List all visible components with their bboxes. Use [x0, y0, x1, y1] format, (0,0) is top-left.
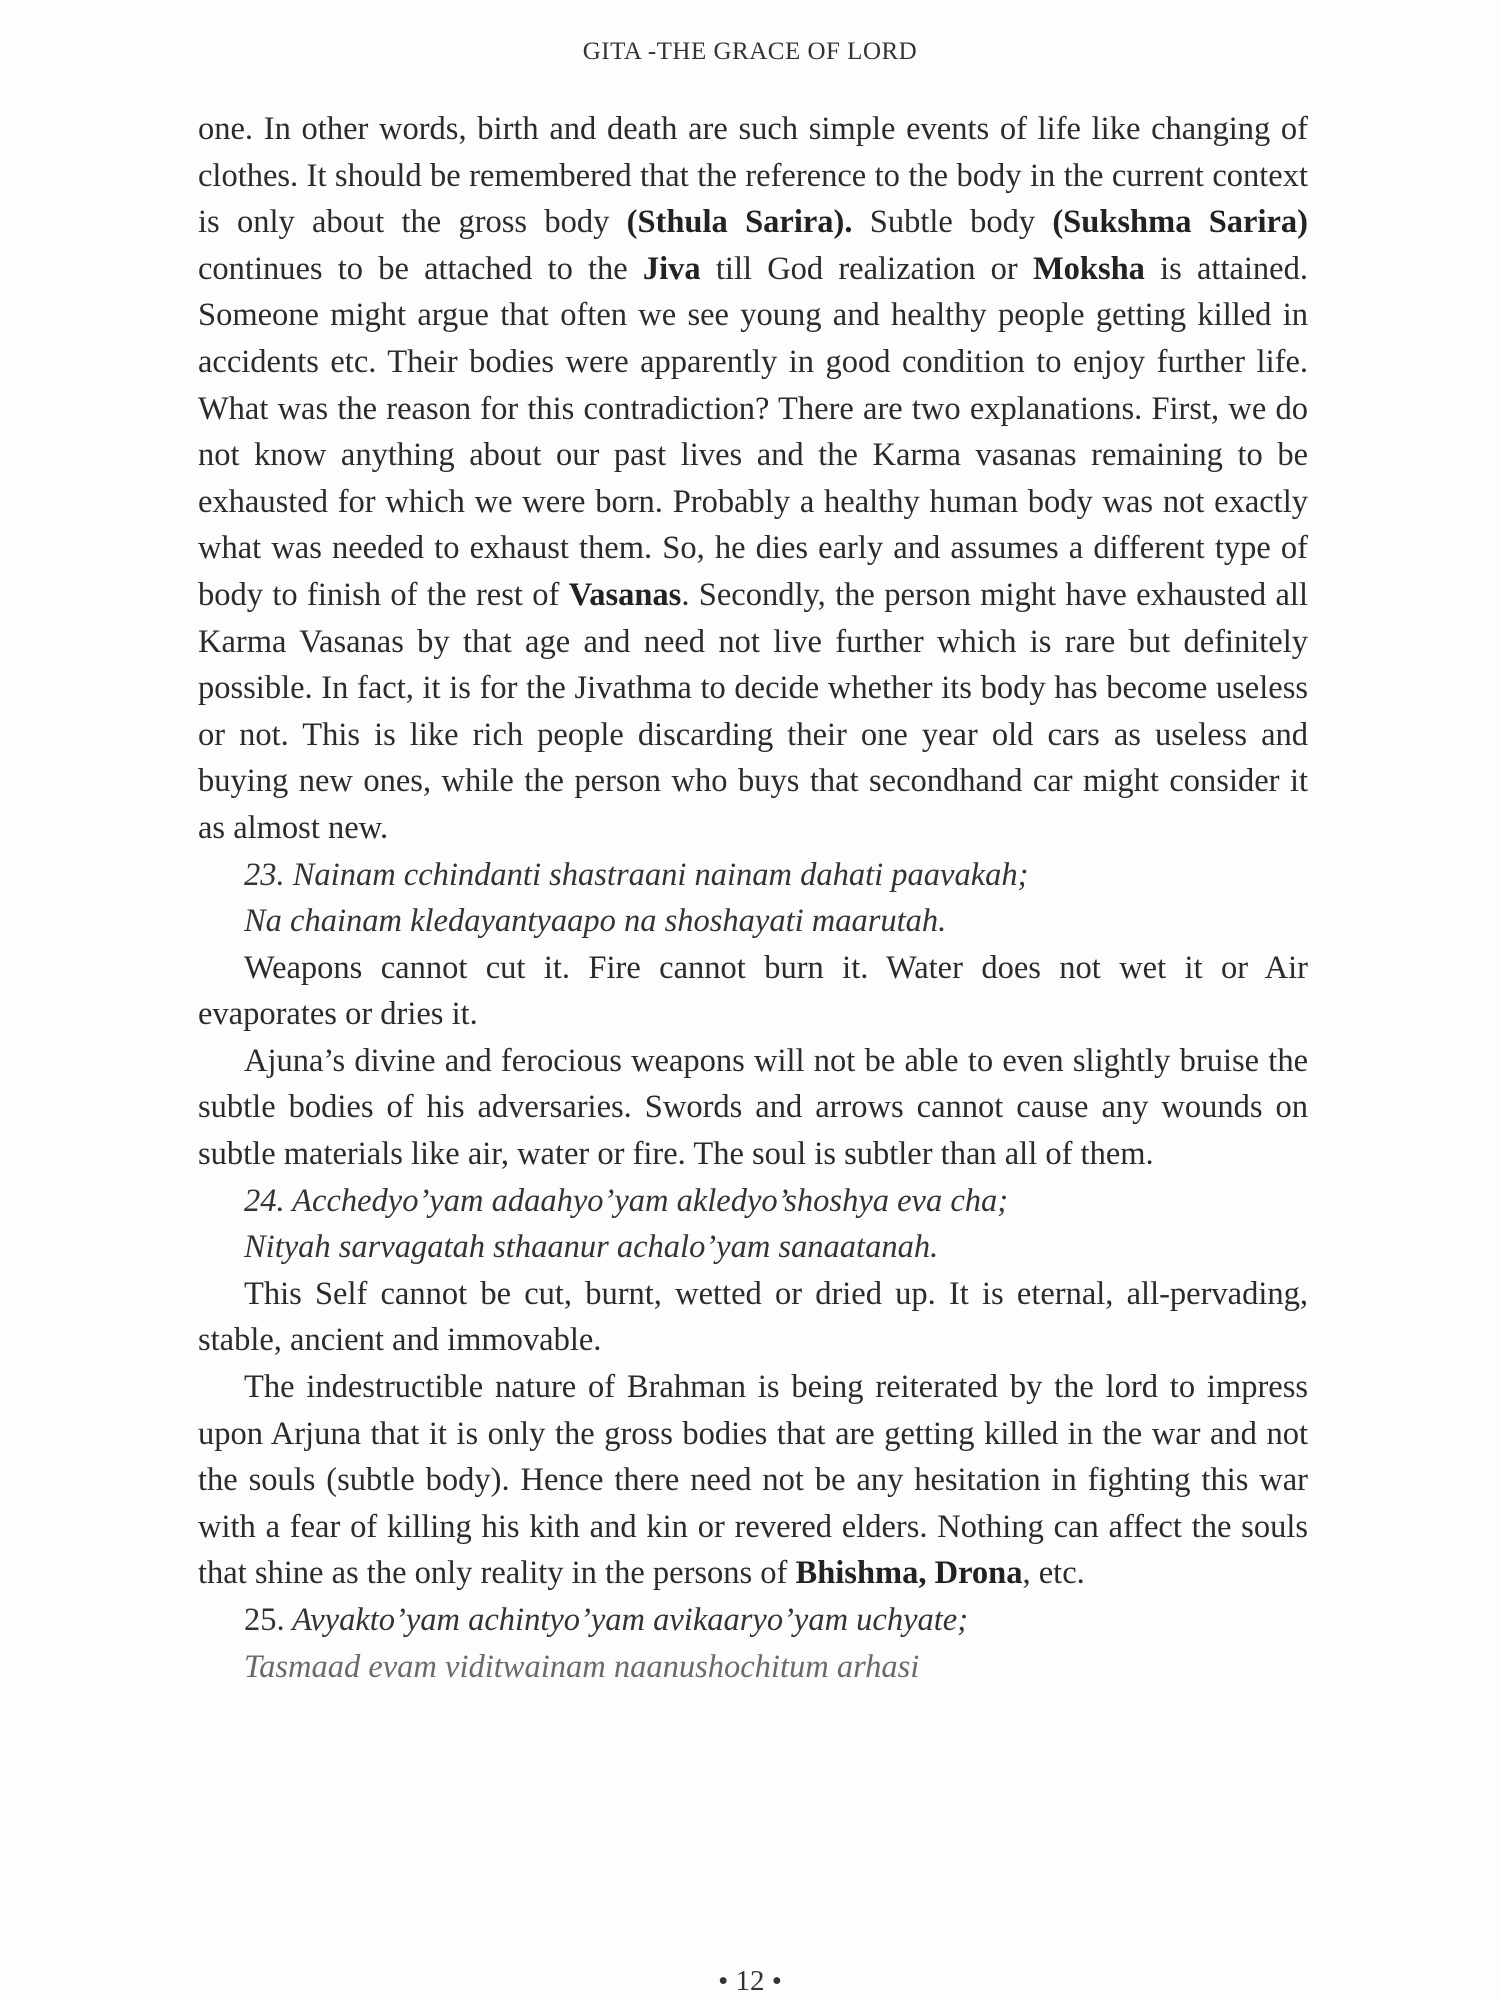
verse-24-line-1: 24. Acchedyo’yam adaahyo’yam akledyo’shoshya eva cha;: [244, 1182, 1009, 1219]
verse-25-line-2: Tasmaad evam viditwainam naanushochitum arhasi: [244, 1648, 920, 1685]
page-number: • 12 •: [718, 1965, 782, 1997]
verse-23-line-2: Na chainam kledayantyaapo na shoshayati maarutah.: [244, 903, 947, 940]
term-sthula-sarira: (Sthula Sarira).: [626, 204, 853, 241]
paragraph-body-vs-soul: one. In other words, birth and death are such simple events of life like changing of clothes. It should be remembered that the reference to the body in the current context is only about the gross body (Sthula Sarira). Subtle body (Sukshma Sarira) continues to be attached to the Jiva till God realization or Moksha is attained. Someone might argue that often we see young and healthy people getting killed in accidents etc. Their bodies were apparently in good condition to enjoy further life. What was the reason for this contradiction? There are two explanations. First, we do not know anything about our past lives and the Karma vasanas remaining to be exhausted for which we were born. Probably a healthy human body was not exactly what was needed to exhaust them. So, he dies early and assumes a different type of body to finish of the rest of Vasanas. Secondly, the person might have exhausted all Karma Vasanas by that age and need not live further which is rare but definitely possible. In fact, it is for the Jivathma to decide whether its body has become useless or not. This is like rich people discarding their one year old cars as useless and buying new ones, while the person who buys that secondhand car might consider it as almost new.: [198, 111, 1309, 846]
verse-23-line-1: 23. Nainam cchindanti shastraani nainam dahati paavakah;: [244, 856, 1029, 893]
paragraph-verse-24-translation: This Self cannot be cut, burnt, wetted or dried up. It is eternal, all-pervading, stable, ancient and immovable.: [198, 1275, 1308, 1359]
term-bhishma-drona: Bhishma, Drona: [795, 1555, 1023, 1592]
paragraph-verse-24-commentary: The indestructible nature of Brahman is being reiterated by the lord to impress upon Arjuna that it is only the gross bodies that are getting killed in the war and not the souls (subtle body). Hence there need not be any hesitation in fighting this war with a fear of killing his kith and kin or revered elders. Nothing can affect the souls that shine as the only reality in the persons of Bhishma, Drona, etc.: [198, 1369, 1308, 1592]
verse-number: 25.: [244, 1602, 285, 1638]
verse-number: 24.: [244, 1182, 285, 1219]
verse-number: 23.: [244, 856, 285, 893]
page-body: [198, 106, 1308, 1690]
paragraph-verse-23-commentary: Ajuna’s divine and ferocious weapons will not be able to even slightly bruise the subtle bodies of his adversaries. Swords and arrows cannot cause any wounds on subtle materials like air, water or fire. The soul is subtler than all of them.: [198, 1042, 1308, 1173]
term-moksha: Moksha: [1032, 250, 1145, 287]
verse-25-line-1: 25. Avyakto’yam achintyo’yam avikaaryo’yam uchyate;: [244, 1602, 969, 1638]
term-sukshma-sarira: (Sukshma Sarira): [1052, 204, 1309, 241]
paragraph-verse-23-translation: Weapons cannot cut it. Fire cannot burn it. Water does not wet it or Air evaporates or dries it.: [198, 949, 1308, 1033]
running-head: GITA -THE GRACE OF LORD: [582, 38, 918, 65]
verse-24-line-2: Nityah sarvagatah sthaanur achalo’yam sanaatanah.: [244, 1229, 939, 1266]
term-jiva: Jiva: [642, 250, 701, 287]
term-vasanas: Vasanas: [568, 576, 682, 613]
